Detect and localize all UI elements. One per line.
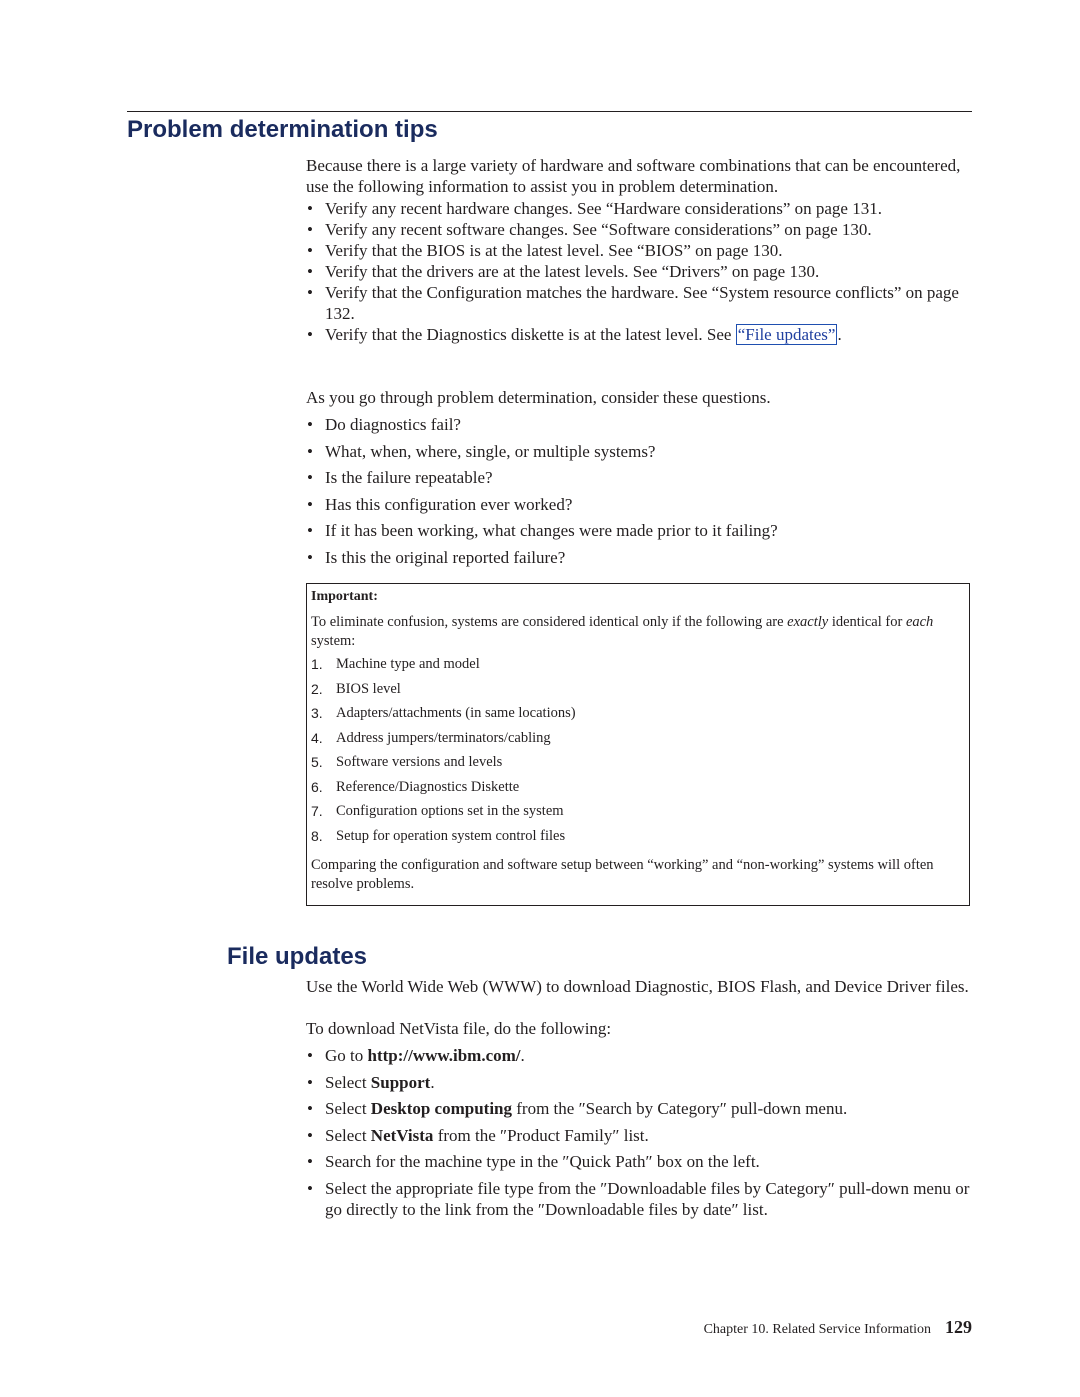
list-item: • Go to http://www.ibm.com/. xyxy=(307,1046,525,1065)
list-item: 4. Address jumpers/terminators/cabling xyxy=(311,729,551,746)
questions-list xyxy=(306,414,972,568)
file-updates-block xyxy=(306,976,972,1225)
bullet-icon: • xyxy=(307,468,313,487)
list-item: • Do diagnostics fail? xyxy=(307,415,461,434)
section-title-file-updates: File updates xyxy=(227,943,368,970)
list-item: 2. BIOS level xyxy=(311,680,401,697)
important-outro: Comparing the configuration and software setup between “working” and “non-working” systems will often resolve problems. xyxy=(311,857,934,892)
problem-intro-block xyxy=(306,155,972,345)
bullet-icon: • xyxy=(307,199,313,218)
list-item: • Search for the machine type in the ″Quick Path″ box on the left. xyxy=(307,1152,760,1171)
list-item: • Verify that the Diagnostics diskette is at the latest level. See “File updates” . xyxy=(307,325,842,344)
section-title-problem-determination: Problem determination tips xyxy=(127,116,438,143)
list-item: 7. Configuration options set in the system xyxy=(311,803,564,819)
bullet-icon: • xyxy=(307,1178,313,1198)
ibm-url[interactable]: http://www.ibm.com/ xyxy=(367,1046,521,1065)
important-title: Important: xyxy=(311,589,378,604)
bullet-icon: • xyxy=(307,262,313,281)
list-item: • Verify any recent software changes. See “Software considerations” on page 130. xyxy=(307,220,872,239)
important-notice-box xyxy=(306,583,970,906)
list-item: • Select Desktop computing from the ″Search by Category″ pull-down menu. xyxy=(307,1099,848,1118)
important-intro: To eliminate confusion, systems are considered identical only if the following are exactly identical for each system: xyxy=(311,614,934,649)
list-item: • Select the appropriate file type from the ″Downloadable files by Category″ pull-down menu or go directly to the link from the ″Downloadable files by date″ list. xyxy=(307,1178,970,1219)
bullet-icon: • xyxy=(307,547,313,567)
bullet-icon: • xyxy=(307,441,313,461)
verify-list xyxy=(306,198,972,345)
top-rule xyxy=(127,111,972,112)
questions-intro: As you go through problem determination, consider these questions. xyxy=(306,388,771,407)
list-item: 1. Machine type and model xyxy=(311,656,480,672)
list-item: • Select Support. xyxy=(307,1072,435,1092)
bullet-icon: • xyxy=(307,1046,313,1065)
list-item: 6. Reference/Diagnostics Diskette xyxy=(311,778,520,795)
list-item: 3. Adapters/attachments (in same locations) xyxy=(311,705,576,721)
bullet-icon: • xyxy=(307,1072,313,1092)
list-item: • Is the failure repeatable? xyxy=(307,468,493,487)
list-item: • Select NetVista from the ″Product Family″ list. xyxy=(307,1125,649,1145)
bullet-icon: • xyxy=(307,283,313,302)
list-item: 8. Setup for operation system control files xyxy=(311,827,566,844)
problem-intro: Because there is a large variety of hardware and software combinations that can be encountered, use the following information to assist you in problem determination. xyxy=(306,156,961,196)
bullet-icon: • xyxy=(307,415,313,434)
bullet-icon: • xyxy=(307,220,313,239)
identical-criteria-list xyxy=(311,655,965,851)
bullet-icon: • xyxy=(307,1099,313,1118)
bullet-icon: • xyxy=(307,1152,313,1171)
list-item: 5. Software versions and levels xyxy=(311,754,503,770)
list-item: • Verify that the BIOS is at the latest level. See “BIOS” on page 130. xyxy=(307,241,783,260)
list-item: • Verify that the Configuration matches the hardware. See “System resource conflicts” on page 132. xyxy=(307,283,959,323)
download-steps-intro: To download NetVista file, do the following: xyxy=(306,1019,612,1038)
list-item: • If it has been working, what changes were made prior to it failing? xyxy=(307,521,778,540)
bullet-icon: • xyxy=(307,1125,313,1145)
file-updates-intro: Use the World Wide Web (WWW) to download Diagnostic, BIOS Flash, and Device Driver files. xyxy=(306,977,969,996)
bullet-icon: • xyxy=(307,521,313,540)
list-item: • What, when, where, single, or multiple systems? xyxy=(307,441,656,461)
page-footer xyxy=(670,1316,972,1341)
questions-block xyxy=(306,387,972,573)
list-item: • Verify any recent hardware changes. See “Hardware considerations” on page 131. xyxy=(307,199,882,218)
bullet-icon: • xyxy=(307,241,313,260)
file-updates-link[interactable]: “File updates” xyxy=(737,325,836,344)
list-item: • Is this the original reported failure? xyxy=(307,547,566,567)
footer-chapter: Chapter 10. Related Service Information xyxy=(703,1322,931,1337)
list-item: • Has this configuration ever worked? xyxy=(307,494,573,514)
bullet-icon: • xyxy=(307,494,313,514)
bullet-icon: • xyxy=(307,325,313,344)
download-steps-list xyxy=(306,1045,972,1220)
page-number: 129 xyxy=(945,1317,972,1337)
list-item: • Verify that the drivers are at the latest levels. See “Drivers” on page 130. xyxy=(307,262,820,281)
